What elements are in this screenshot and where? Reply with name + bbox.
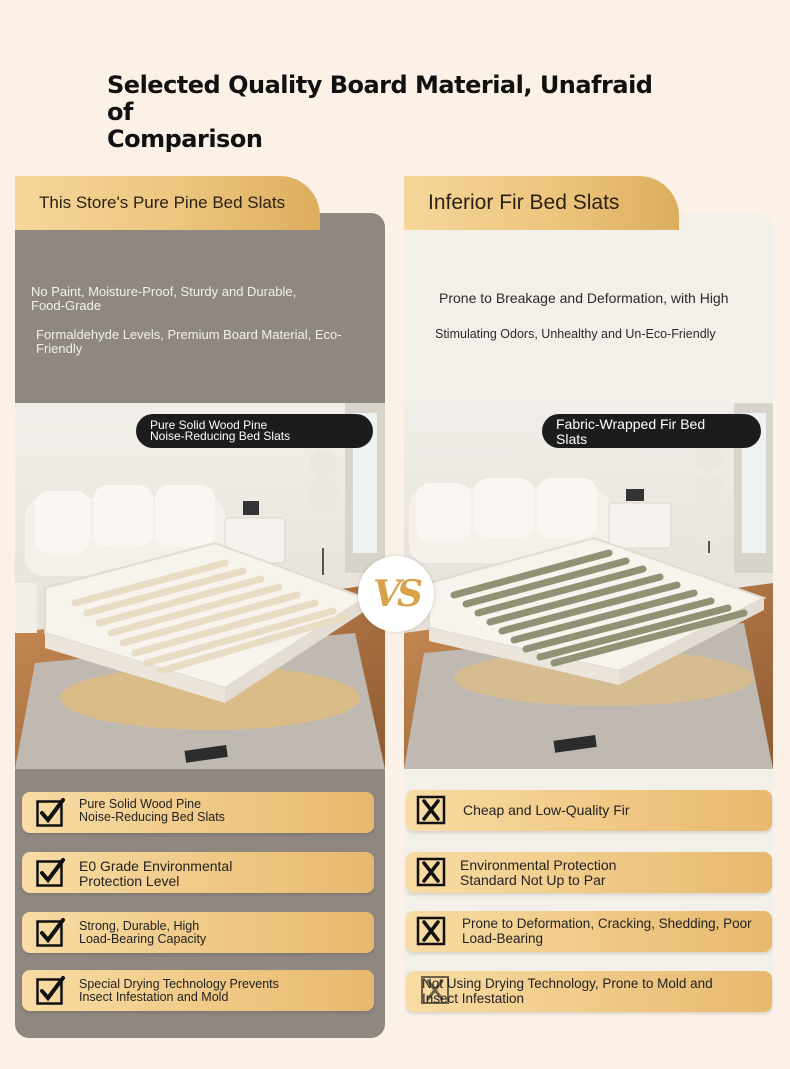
feature-line-2: Noise-Reducing Bed Slats: [79, 810, 225, 824]
caption-line-2: Slats: [556, 431, 588, 447]
headline-line-1: Selected Quality Board Material, Unafraid of: [107, 71, 653, 126]
feature-line-1: E0 Grade Environmental: [79, 858, 233, 874]
fir-feature-2: [406, 852, 772, 893]
x-box-icon: [416, 916, 446, 946]
fir-slats-panel: [404, 213, 773, 1013]
caption-line-2: Noise-Reducing Bed Slats: [150, 429, 291, 443]
checkmark-box-icon: [36, 797, 66, 827]
description: [31, 285, 296, 313]
feature-text: [462, 916, 752, 946]
feature-line-1: Special Drying Technology Prevents: [79, 977, 279, 991]
pine-feature-3: [22, 912, 374, 953]
description-line-1: No Paint, Moisture-Proof, Sturdy and Durable,: [31, 284, 297, 299]
feature-line-2: Insect Infestation: [422, 991, 525, 1006]
feature-text: [79, 798, 225, 824]
tab-label: Inferior Fir Bed Slats: [428, 191, 620, 214]
tab-fir-bed-slats: [404, 176, 679, 230]
pine-feature-4: [22, 970, 374, 1011]
vs-label: VS: [373, 573, 419, 615]
tab-pine-bed-slats: [15, 176, 320, 230]
caption-line-1: Fabric-Wrapped Fir Bed: [556, 416, 706, 432]
checkmark-box-icon: [36, 857, 66, 887]
feature-line-1: Cheap and Low-Quality Fir: [463, 802, 630, 818]
description-line-3: Formaldehyde Levels, Premium Board Material, Eco-Friendly: [36, 327, 342, 356]
photo-caption: [136, 414, 373, 448]
feature-line-2: Insect Infestation and Mold: [79, 990, 229, 1004]
feature-text: [422, 976, 713, 1006]
vs-badge: [358, 556, 434, 632]
fir-feature-3: [406, 911, 772, 952]
feature-line-2: Load-Bearing: [462, 931, 544, 946]
feature-line-1: Strong, Durable, High: [79, 919, 200, 933]
description-line-2: Stimulating Odors, Unhealthy and Un-Eco-Friendly: [435, 327, 716, 341]
headline: [107, 72, 667, 153]
feature-text: [460, 858, 616, 888]
feature-line-1: Prone to Deformation, Cracking, Shedding, Poor: [462, 916, 752, 931]
x-box-icon: [416, 857, 446, 887]
description-line-1: Prone to Breakage and Deformation, with High: [439, 290, 729, 306]
checkmark-box-icon: [36, 975, 66, 1005]
feature-line-1: Not Using Drying Technology, Prone to Mold and: [422, 976, 713, 991]
x-box-icon: [416, 795, 446, 825]
checkmark-box-icon: [36, 917, 66, 947]
feature-text: [79, 978, 279, 1004]
caption-line-1: Pure Solid Wood Pine: [150, 418, 268, 432]
fir-feature-4: [406, 971, 772, 1012]
feature-text: [79, 920, 206, 946]
fir-feature-1: [406, 790, 772, 831]
feature-line-2: Load-Bearing Capacity: [79, 932, 207, 946]
headline-line-2: Comparison: [107, 125, 263, 153]
feature-line-2: Standard Not Up to Par: [460, 872, 606, 888]
pine-feature-2: [22, 852, 374, 893]
feature-line-1: Environmental Protection: [460, 857, 617, 873]
feature-line-2: Protection Level: [79, 873, 180, 889]
tab-label: This Store's Pure Pine Bed Slats: [39, 193, 286, 212]
description-line-2: Food-Grade: [31, 298, 102, 313]
photo-caption: [542, 414, 761, 448]
fir-bed-photo: [404, 403, 773, 769]
pine-feature-1: [22, 792, 374, 833]
feature-text: [79, 859, 232, 889]
feature-text: [463, 803, 630, 818]
pine-bed-photo: [15, 403, 385, 769]
feature-line-1: Pure Solid Wood Pine: [79, 797, 202, 811]
